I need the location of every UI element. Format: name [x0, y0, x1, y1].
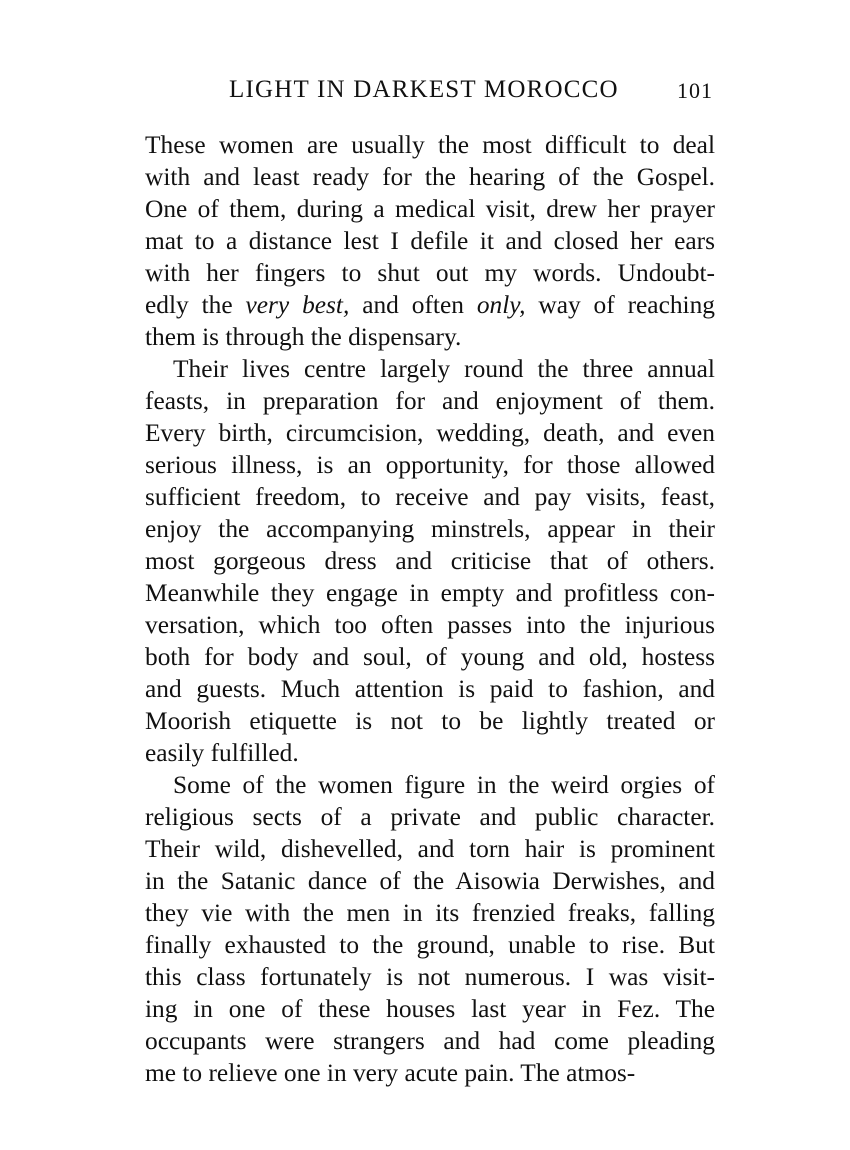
text-segment: serious illness, is an opportunity, for those allowed [145, 451, 715, 479]
text-segment: and guests. Much attention is paid to fashion, and [145, 675, 715, 703]
text-segment: religious sects of a private and public character. [145, 803, 715, 831]
text-segment: enjoy the accompanying minstrels, appear in their [145, 515, 715, 543]
text-segment: One of them, during a medical visit, drew her prayer [145, 195, 715, 223]
paragraph [145, 129, 715, 353]
text-line [145, 225, 715, 257]
text-line [145, 321, 715, 353]
text-line [145, 929, 715, 961]
text-segment: way of reaching [525, 291, 715, 319]
text-line [145, 289, 715, 321]
text-line [145, 641, 715, 673]
body-text [145, 129, 715, 1089]
text-line [145, 193, 715, 225]
paragraph [145, 769, 715, 1089]
text-line [145, 545, 715, 577]
text-line [145, 577, 715, 609]
text-segment: with and least ready for the hearing of the Gospel. [145, 163, 715, 191]
text-segment: occupants were strangers and had come pleading [145, 1027, 715, 1055]
running-header [145, 76, 715, 110]
text-line [145, 161, 715, 193]
text-line [145, 801, 715, 833]
text-segment: they vie with the men in its frenzied freaks, falling [145, 899, 715, 927]
text-segment: finally exhausted to the ground, unable to rise. But [145, 931, 715, 959]
text-line [145, 897, 715, 929]
text-segment: Meanwhile they engage in empty and profitless con- [145, 579, 715, 607]
italic-text: only, [476, 291, 526, 319]
text-line [145, 385, 715, 417]
text-line [145, 737, 715, 769]
text-segment: most gorgeous dress and criticise that of others. [145, 547, 715, 575]
text-line [145, 833, 715, 865]
text-line [145, 961, 715, 993]
text-segment: and often [349, 291, 477, 319]
text-segment: easily fulfilled. [145, 739, 299, 767]
text-segment: Moorish etiquette is not to be lightly treated or [145, 707, 715, 735]
text-line [145, 673, 715, 705]
text-segment: in the Satanic dance of the Aisowia Derwishes, and [145, 867, 715, 895]
text-line [145, 993, 715, 1025]
text-segment: ing in one of these houses last year in Fez. The [145, 995, 715, 1023]
text-line [145, 513, 715, 545]
text-segment: both for body and soul, of young and old, hostess [145, 643, 715, 671]
text-line [145, 769, 715, 801]
text-line [145, 481, 715, 513]
text-line [145, 353, 715, 385]
text-line [145, 1025, 715, 1057]
page-number: 101 [677, 78, 713, 103]
text-segment: versation, which too often passes into the injurious [145, 611, 715, 639]
text-line [145, 257, 715, 289]
text-segment: me to relieve one in very acute pain. The atmos- [145, 1059, 636, 1087]
text-segment: this class fortunately is not numerous. I was visit- [145, 963, 715, 991]
paragraph [145, 353, 715, 769]
text-line [145, 129, 715, 161]
text-segment: sufficient freedom, to receive and pay visits, feast, [145, 483, 715, 511]
text-line [145, 705, 715, 737]
italic-text: very best, [245, 291, 350, 319]
text-line [145, 865, 715, 897]
running-title: LIGHT IN DARKEST MOROCCO [229, 76, 619, 103]
text-segment: feasts, in preparation for and enjoyment of them. [145, 387, 715, 415]
text-segment: Some of the women figure in the weird orgies of [173, 771, 715, 799]
text-segment: Every birth, circumcision, wedding, death, and even [145, 419, 715, 447]
text-segment: with her fingers to shut out my words. Undoubt- [145, 259, 715, 287]
text-line [145, 449, 715, 481]
text-segment: edly the [145, 291, 246, 319]
text-segment: Their wild, dishevelled, and torn hair is prominent [145, 835, 715, 863]
text-segment: These women are usually the most difficult to deal [145, 131, 715, 159]
text-line [145, 609, 715, 641]
text-segment: them is through the dispensary. [145, 323, 462, 351]
text-segment: mat to a distance lest I defile it and closed her ears [145, 227, 715, 255]
text-line [145, 417, 715, 449]
text-line [145, 1057, 715, 1089]
text-segment: Their lives centre largely round the three annual [173, 355, 715, 383]
